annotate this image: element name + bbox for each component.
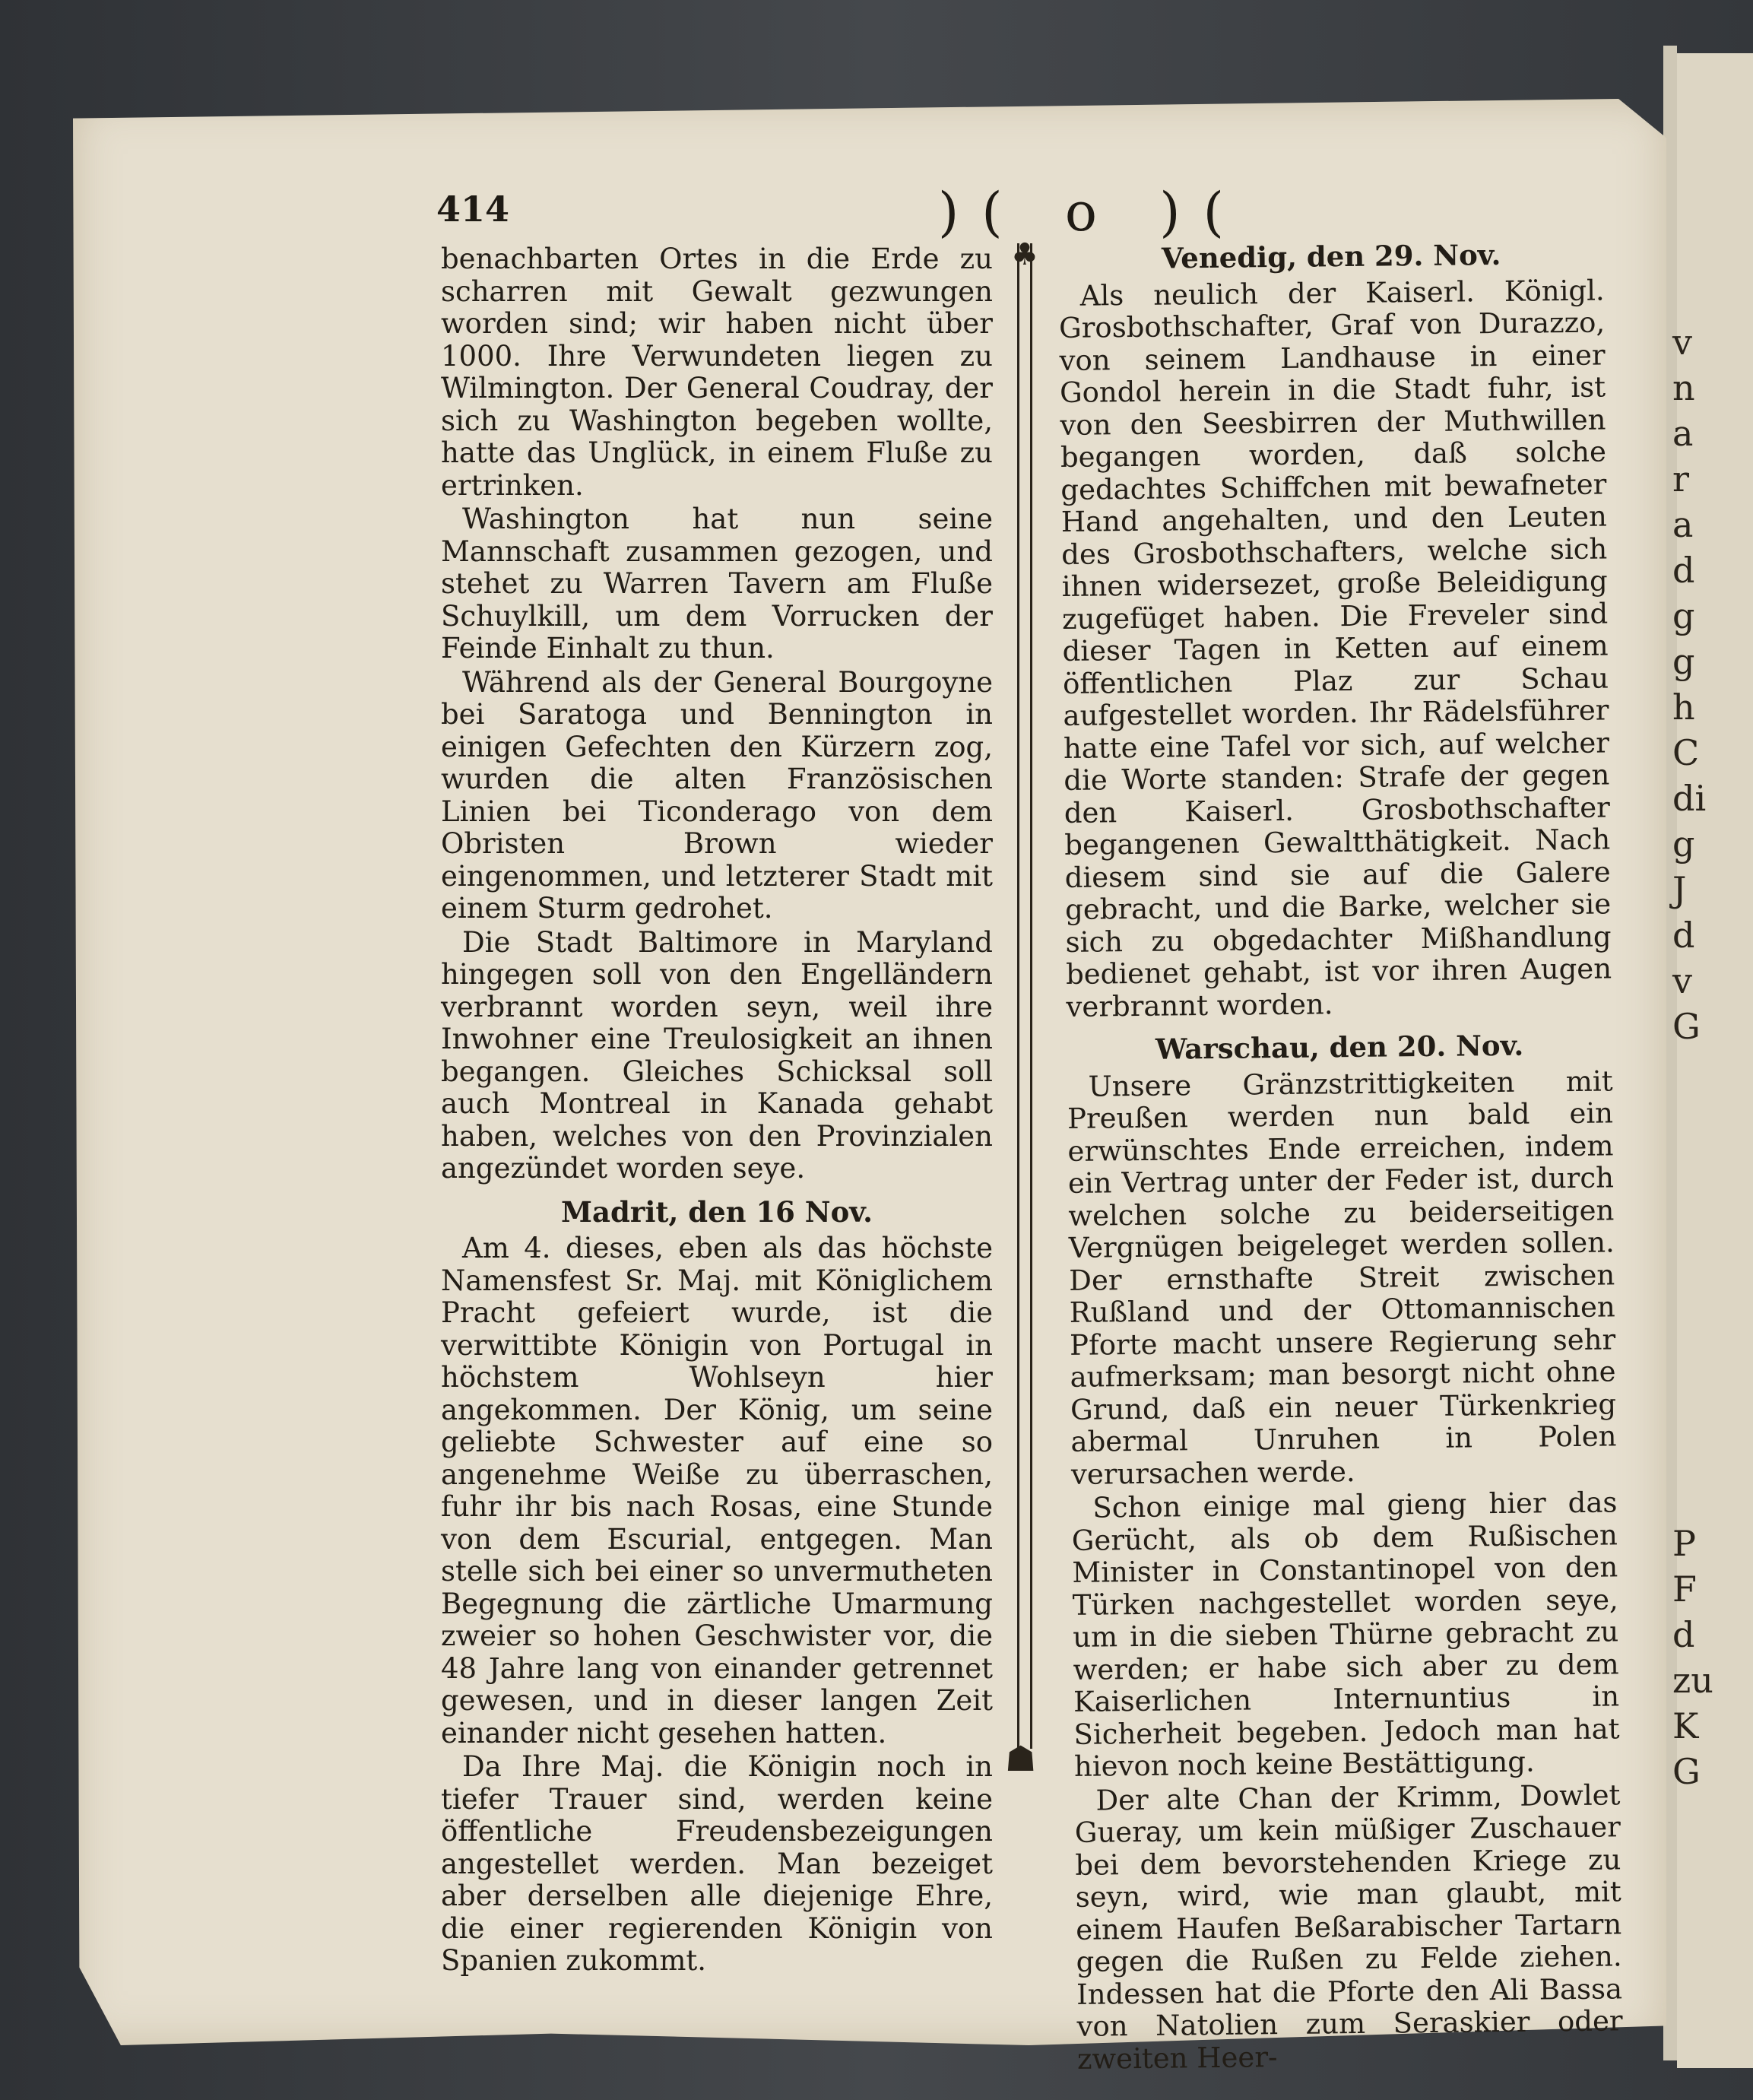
adjacent-page-fragment: G bbox=[1672, 1751, 1701, 1792]
adjacent-page-fragment: K bbox=[1672, 1705, 1699, 1746]
adjacent-page-fragment: a bbox=[1672, 504, 1694, 545]
adjacent-page-fragment: n bbox=[1672, 367, 1695, 408]
adjacent-page-fragment: J bbox=[1672, 869, 1687, 910]
article-paragraph: benachbarten Ortes in die Erde zu scharren mit Gewalt gezwungen worden sind; wir haben nicht über 1000. Ihre Verwundeten liegen zu Wilmington. Der General Coudray, der sich zu Washington begeben wollte, hatte das Unglück, in einem Fluße zu ertrinken. bbox=[441, 243, 993, 502]
article-paragraph: Die Stadt Baltimore in Maryland hingegen soll von den Engelländern verbrannt worden seyn, weil ihre Inwohner eine Treulosigkeit an ihnen begangen. Gleiches Schicksal soll auch Montreal in Kanada gehabt haben, welches von den Provinzialen angezündet worden seye. bbox=[441, 925, 993, 1185]
article-paragraph: Da Ihre Maj. die Königin noch in tiefer Trauer sind, werden keine öffentliche Freudensbezeigungen angestellet werden. Man bezeiget aber derselben alle diejenige Ehre, die einer regierenden Königin von Spanien zukommt. bbox=[441, 1750, 993, 1977]
article-paragraph: Washington hat nun seine Mannschaft zusammen gezogen, und stehet zu Warren Tavern am Fluße Schuylkill, um dem Vorrucken der Feinde Einhalt zu thun. bbox=[441, 503, 993, 665]
article-paragraph: Am 4. dieses, eben als das höchste Namensfest Sr. Maj. mit Königlichem Pracht gefeiert wurde, ist die verwittibte Königin von Portugal in höchstem Wohlseyn hier angekommen. Der König, um seine geliebte Schwester auf eine so angenehme Weiße zu überraschen, fuhr ihr bis nach Rosas, eine Stunde von dem Escurial, entgegen. Man stelle sich bei einer so unvermutheten Begegnung die zärtliche Umarmung zweier so hohen Geschwister vor, die 48 Jahre lang von einander getrennet gewesen, und in dieser langen Zeit einander nicht gesehen hatten. bbox=[441, 1232, 993, 1749]
article-paragraph: Unsere Gränzstrittigkeiten mit Preußen werden nun bald ein erwünschtes Ende erreichen, indem ein Vertrag unter der Feder ist, durch welchen solche zu beiderseitigen Vergnügen beigeleget werden sollen. Der ernsthafte Streit zwischen Rußland und der Ottomannischen Pforte macht unsere Regierung sehr aufmerksam; man besorgt nicht ohne Grund, daß ein neuer Türkenkrieg abermal Unruhen in Polen verursachen werde. bbox=[1067, 1064, 1617, 1491]
dateline-warschau: Warschau, den 20. Nov. bbox=[1155, 1028, 1524, 1066]
left-column bbox=[441, 243, 993, 1979]
column-rule-ornament-bottom: ☗ bbox=[1005, 1738, 1037, 1779]
adjacent-page-text-top bbox=[1672, 319, 1753, 1049]
adjacent-page-fragment: d bbox=[1672, 550, 1695, 591]
adjacent-page-fragment: g bbox=[1672, 641, 1695, 682]
adjacent-page-fragment: d bbox=[1672, 915, 1695, 956]
adjacent-page-fragment: P bbox=[1672, 1523, 1696, 1564]
adjacent-page-fragment: v bbox=[1672, 322, 1692, 363]
dateline-madrit: Madrit, den 16 Nov. bbox=[561, 1194, 873, 1229]
adjacent-page-fragment: C bbox=[1672, 732, 1700, 773]
header-ornament: )( o )( bbox=[938, 181, 1247, 243]
adjacent-page-fragment: r bbox=[1672, 458, 1689, 500]
column-divider-rule bbox=[1017, 243, 1032, 1749]
adjacent-page-fragment: F bbox=[1672, 1569, 1697, 1610]
column-rule-ornament-top: ♣ bbox=[1011, 237, 1038, 272]
page-number: 414 bbox=[436, 189, 510, 230]
adjacent-page-fragment: v bbox=[1672, 960, 1692, 1001]
adjacent-page-fragment: g bbox=[1672, 823, 1695, 864]
adjacent-page-text-bottom bbox=[1672, 1521, 1753, 1794]
dateline-venedig: Venedig, den 29. Nov. bbox=[1161, 237, 1501, 275]
adjacent-page-fragment: h bbox=[1672, 687, 1695, 728]
adjacent-page-fragment: g bbox=[1672, 595, 1695, 636]
article-paragraph: Als neulich der Kaiserl. Königl. Grosbothschafter, Graf von Durazzo, von seinem Landhause in einer Gondol herein in die Stadt fuhr, ist von den Seesbirren der Muthwillen begangen worden, daß solche gedachtes Schiffchen mit bewafneter Hand angehalten, und den Leuten des Grosbothschafters, welche sich ihnen widersezet, große Beleidigung zugefüget haben. Die Freveler sind dieser Tagen in Ketten auf einem öffentlichen Plaz zur Schau aufgestellet worden. Ihr Rädelsführer hatte eine Tafel vor sich, auf welcher die Worte standen: Strafe der gegen den Kaiserl. Grosbothschafter begangenen Gewaltthätigkeit. Nach diesem sind sie auf die Galere gebracht, und die Barke, welcher sie sich zu obgedachter Mißhandlung bedienet gehabt, ist vor ihren Augen verbrannt worden. bbox=[1058, 273, 1612, 1023]
article-paragraph: Während als der General Bourgoyne bei Saratoga und Bennington in einigen Gefechten den Kürzern zog, wurden die alten Französischen Linien bei Ticonderago von dem Obristen Brown wieder eingenommen, und letzterer Stadt mit einem Sturm gedrohet. bbox=[441, 665, 993, 925]
adjacent-page-fragment: a bbox=[1672, 413, 1694, 454]
article-paragraph: Der alte Chan der Krimm, Dowlet Gueray, um kein müßiger Zuschauer bei dem bevorstehenden Kriege zu seyn, wird, wie man glaubt, mit einem Haufen Beßarabischer Tartarn gegen die Rußen zu Felde ziehen. Indessen hat die Pforte den Ali Bassa von Natolien zum Seraskier oder zweiten Heer- bbox=[1074, 1778, 1623, 2076]
article-paragraph: Schon einige mal gieng hier das Gerücht, als ob dem Rußischen Minister in Constantinopel von den Türken nachgestellet worden seye, um in die sieben Thürne gebracht zu werden; er habe sich aber zu dem Kaiserlichen Internuntius in Sicherheit begeben. Jedoch man hat hievon noch keine Bestättigung. bbox=[1071, 1486, 1620, 1783]
adjacent-page-fragment: d bbox=[1672, 1614, 1695, 1655]
right-column bbox=[1058, 237, 1623, 2076]
adjacent-page-fragment: zu bbox=[1672, 1660, 1713, 1701]
adjacent-page-fragment: G bbox=[1672, 1006, 1701, 1047]
page-header bbox=[436, 181, 1612, 243]
adjacent-page-fragment: di bbox=[1672, 778, 1707, 819]
